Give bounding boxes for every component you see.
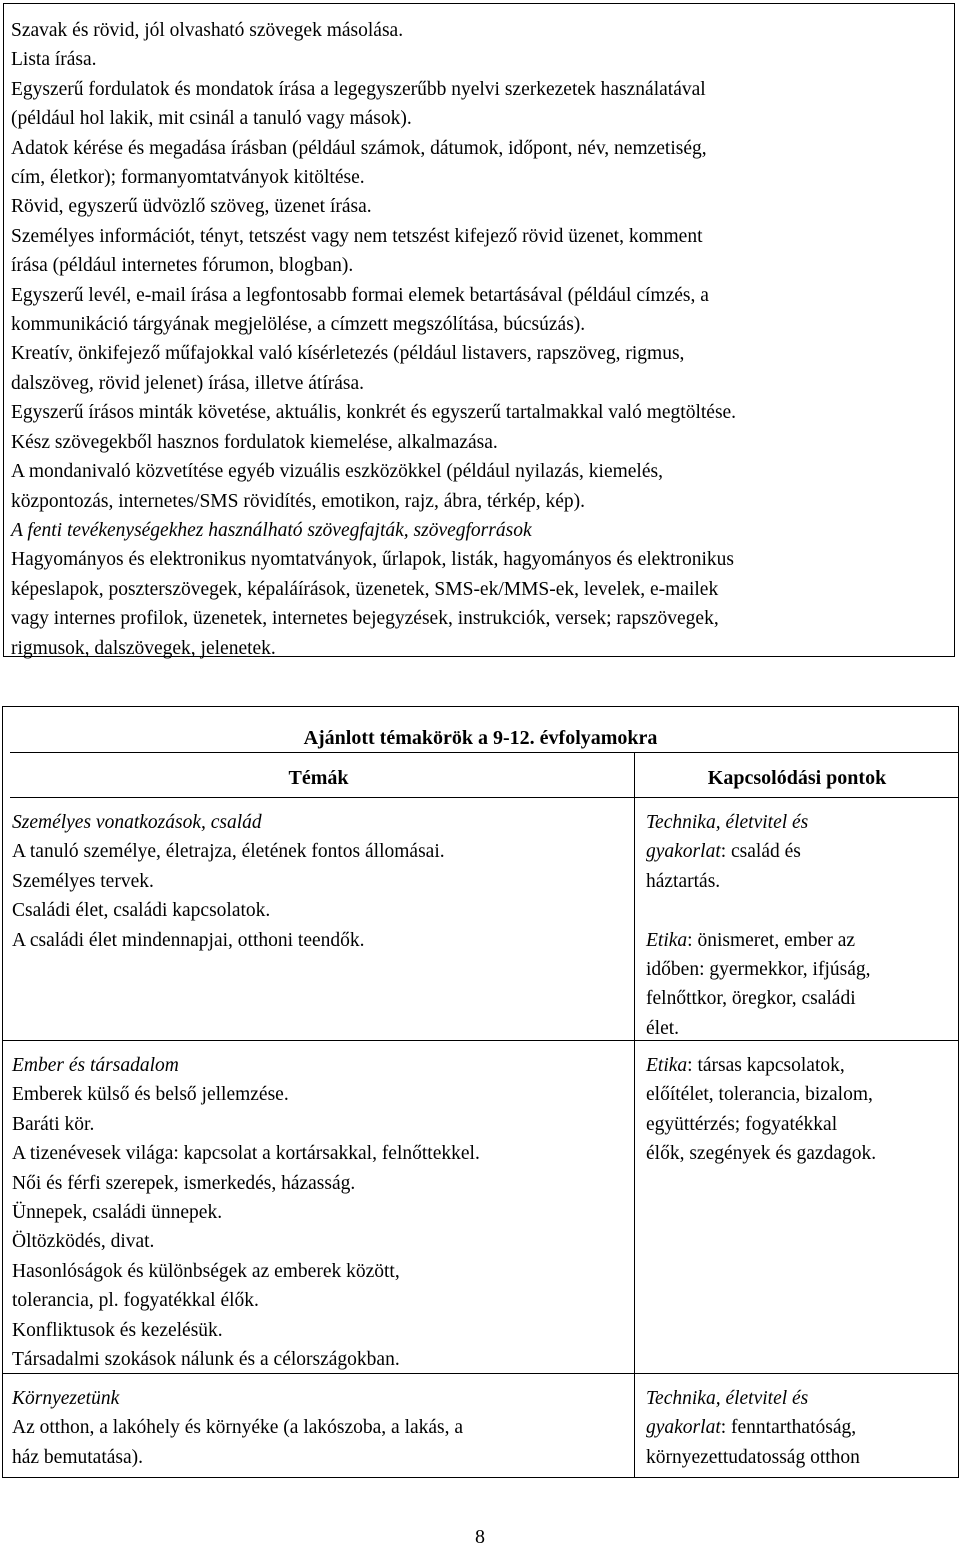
col-header-topics: Témák [288,767,349,789]
activity-line: Kreatív, önkifejező műfajokkal való kísérletezés (például listavers, rapszöveg, rigmus, [11,343,685,365]
activity-line: Egyszerű levél, e-mail írása a legfontosabb formai elemek betartásával (például címzés, a [11,284,709,306]
text-types-line: vagy internes profilok, üzenetek, internetes bejegyzések, instrukciók, versek; rapszövegek, [11,608,719,630]
topic-cell [12,1384,627,1472]
activities-box [3,3,955,657]
link-entry [646,926,951,1044]
links-cell [646,1051,951,1169]
link-text: : társas kapcsolatok, [687,1055,845,1076]
activities-text [11,16,951,663]
topic-line: Emberek külső és belső jellemzése. [12,1084,289,1106]
topic-line: Baráti kör. [12,1113,95,1135]
link-line [646,1051,951,1080]
text-types-line: rigmusok, dalszövegek, jelenetek. [11,637,276,659]
col-header-links: Kapcsolódási pontok [707,767,887,789]
rule-title [10,752,958,753]
link-line [646,837,951,866]
topic-line: Öltözködés, divat. [12,1231,155,1253]
link-entry [646,1051,951,1169]
topic-line: Társadalmi szokások nálunk és a célországokban. [12,1349,400,1371]
activity-line: Szavak és rövid, jól olvasható szövegek másolása. [11,20,404,41]
link-line: élők, szegények és gazdagok. [646,1143,877,1165]
link-subject-cont: gyakorlat [646,1417,721,1439]
activity-line: dalszöveg, rövid jelenet) írása, illetve átírása. [11,372,365,394]
topic-cell [12,1051,627,1374]
topic-line: tolerancia, pl. fogyatékkal élők. [12,1290,259,1312]
link-text: : fenntarthatóság, [720,1417,857,1439]
link-line: háztartás. [646,870,721,892]
activity-line: Egyszerű fordulatok és mondatok írása a legegyszerűbb nyelvi szerkezetek használatával [11,78,706,100]
link-text: : önismeret, ember az [687,929,856,951]
rule-header [10,797,958,798]
link-line [646,1413,951,1442]
activity-line: Személyes információt, tényt, tetszést vagy nem tetszést kifejező rövid üzenet, komment [11,225,703,247]
text-types-line: képeslapok, poszterszövegek, képaláírások, üzenetek, SMS-ek/MMS-ek, levelek, e-mailek [11,578,719,600]
activity-line: (például hol lakik, mit csinál a tanuló vagy mások). [11,108,412,130]
activity-line: írása (például internetes fórumon, blogban). [11,255,354,277]
link-subject: Etika [646,929,688,951]
activity-line: kommunikáció tárgyának megjelölése, a címzett megszólítása, búcsúzás). [11,314,586,336]
activity-line: Adatok kérése és megadása írásban (például számok, dátumok, időpont, név, nemzetiség, [11,137,707,159]
links-cell [646,1384,951,1472]
topic-line: Hasonlóságok és különbségek az emberek között, [12,1260,400,1282]
link-subject: Etika [646,1055,688,1076]
topic-line: Személyes tervek. [12,870,154,892]
link-line: együttérzés; fogyatékkal [646,1113,838,1135]
topic-line: Családi élet, családi kapcsolatok. [12,900,271,922]
topics-table [2,706,959,1478]
topic-line: A tanuló személye, életrajza, életének fontos állomásai. [12,841,445,863]
table-title: Ajánlott témakörök a 9-12. évfolyamokra [303,727,658,749]
page-number: 8 [475,1526,485,1548]
topic-title: Ember és társadalom [12,1055,179,1076]
activity-line: Kész szövegekből hasznos fordulatok kiemelése, alkalmazása. [11,431,498,453]
activity-line: A mondanivaló közvetítése egyéb vizuális eszközökkel (például nyilazás, kiemelés, [11,461,663,483]
topic-line: Ünnepek, családi ünnepek. [12,1202,223,1224]
topic-title: Személyes vonatkozások, család [12,812,262,833]
link-line [646,926,951,955]
link-line: környezettudatosság otthon [646,1446,860,1468]
link-entry [646,808,951,896]
link-subject: Technika, életvitel és [646,1388,809,1409]
link-entry [646,1384,951,1472]
activity-line: Egyszerű írásos minták követése, aktuális, konkrét és egyszerű tartalmakkal való megtöltése. [11,402,737,424]
link-subject-cont: gyakorlat [646,841,721,863]
link-subject: Technika, életvitel és [646,812,809,833]
topic-line: A családi élet mindennapjai, otthoni teendők. [12,929,365,951]
links-cell [646,808,951,1043]
link-line: előítélet, tolerancia, bizalom, [646,1084,873,1106]
activity-line: Rövid, egyszerű üdvözlő szöveg, üzenet írása. [11,196,372,218]
topic-line: ház bemutatása). [12,1446,144,1468]
text-types-subheading: A fenti tevékenységekhez használható szövegfajták, szövegforrások [11,519,532,541]
text-types-line: Hagyományos és elektronikus nyomtatványok, űrlapok, listák, hagyományos és elektronikus [11,549,734,571]
activity-line: Lista írása. [11,49,97,71]
link-line: élet. [646,1017,680,1039]
activity-line: cím, életkor); formanyomtatványok kitöltése. [11,167,365,189]
topic-line: A tizenévesek világa: kapcsolat a kortársakkal, felnőttekkel. [12,1143,480,1165]
topic-line: Női és férfi szerepek, ismerkedés, házasság. [12,1172,356,1194]
topic-line: Az otthon, a lakóhely és környéke (a lakószoba, a lakás, a [12,1417,464,1439]
column-separator [634,752,635,1477]
link-line: felnőttkor, öregkor, családi [646,988,856,1010]
topic-cell [12,808,627,955]
topic-title: Környezetünk [12,1388,120,1409]
link-line: időben: gyermekkor, ifjúság, [646,959,871,981]
topic-line: Konfliktusok és kezelésük. [12,1319,223,1341]
link-text: : család és [720,841,801,863]
activity-line: központozás, internetes/SMS rövidítés, emotikon, rajz, ábra, térkép, kép). [11,490,586,512]
